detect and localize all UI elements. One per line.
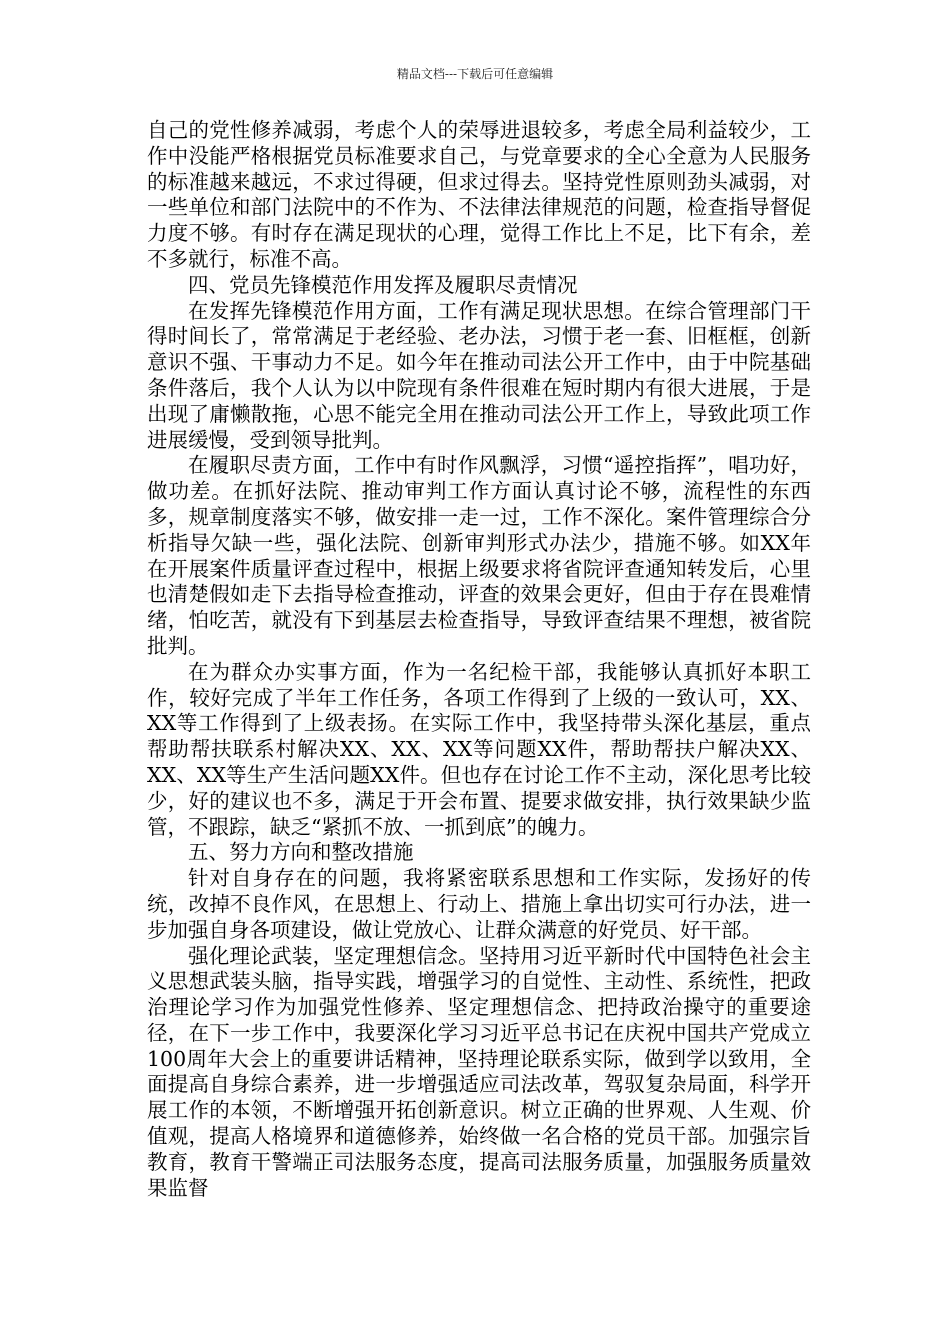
paragraph: 在履职尽责方面，工作中有时作风飘浮，习惯“遥控指挥”，唱功好，做功差。在抓好法院、推动审判工作方面认真讨论不够，流程性的东西多，规章制度落实不够，做安排一走一过，工作不深化。案件管理综合分析指导欠缺一些，强化法院、创新审判形式办法少，措施不够。如XX年在开展案件质量评查过程中，根据上级要求将省院评查通知转发后，心里也清楚假如走下去指导检查推动，评查的效果会更好，但由于存在畏难情绪，怕吃苦，就没有下到基层去检查指导，导致评查结果不理想，被省院批判。 bbox=[147, 453, 811, 658]
section-heading: 四、党员先锋模范作用发挥及履职尽责情况 bbox=[188, 272, 578, 297]
paragraph: 强化理论武装，坚定理想信念。坚持用习近平新时代中国特色社会主义思想武装头脑，指导实践，增强学习的自觉性、主动性、系统性，把政治理论学习作为加强党性修养、坚定理想信念、把持政治操守的重要途径，在下一步工作中，我要深化学习习近平总书记在庆祝中国共产党成立100周年大会上的重要讲话精神，坚持理论联系实际，做到学以致用，全面提高自身综合素养，进一步增强适应司法改革，驾驭复杂局面，科学开展工作的本领，不断增强开拓创新意识。树立正确的世界观、人生观、价值观，提高人格境界和道德修养，始终做一名合格的党员干部。加强宗旨教育，教育干警端正司法服务态度，提高司法服务质量，加强服务质量效果监督 bbox=[147, 943, 811, 1200]
paragraph: 在发挥先锋模范作用方面，工作有满足现状思想。在综合管理部门干得时间长了，常常满足于老经验、老办法，习惯于老一套、旧框框，创新意识不强、干事动力不足。如今年在推动司法公开工作中，由于中院基础条件落后，我个人认为以中院现有条件很难在短时期内有很大进展，于是出现了庸懒散拖，心思不能完全用在推动司法公开工作上，导致此项工作进展缓慢，受到领导批判。 bbox=[147, 298, 811, 452]
document-body bbox=[147, 118, 811, 1201]
paragraph: 在为群众办实事方面，作为一名纪检干部，我能够认真抓好本职工作，较好完成了半年工作任务，各项工作得到了上级的一致认可，XX、XX等工作得到了上级表扬。在实际工作中，我坚持带头深化基层，重点帮助帮扶联系村解决XX、XX、XX等问题XX件，帮助帮扶户解决XX、XX、XX等生产生活问题XX件。但也存在讨论工作不主动，深化思考比较少，好的建议也不多，满足于开会布置、提要求做安排，执行效果缺少监管，不跟踪，缺乏“紧抓不放、一抓到底”的魄力。 bbox=[147, 659, 811, 839]
paragraph: 自己的党性修养减弱，考虑个人的荣辱进退较多，考虑全局利益较少，工作中没能严格根据党员标准要求自己，与党章要求的全心全意为人民服务的标准越来越远，不求过得硬，但求过得去。坚持党性原则劲头减弱，对一些单位和部门法院中的不作为、不法律法律规范的问题，检查指导督促力度不够。有时存在满足现状的心理，觉得工作比上不足，比下有余，差不多就行，标准不高。 bbox=[147, 118, 811, 271]
paragraph: 针对自身存在的问题，我将紧密联系思想和工作实际，发扬好的传统，改掉不良作风，在思想上、行动上、措施上拿出切实可行办法，进一步加强自身各项建设，做让党放心、让群众满意的好党员、好干部。 bbox=[147, 866, 811, 942]
page-header: 精品文档---下载后可任意编辑 bbox=[396, 67, 554, 81]
section-heading: 五、努力方向和整改措施 bbox=[188, 840, 414, 865]
